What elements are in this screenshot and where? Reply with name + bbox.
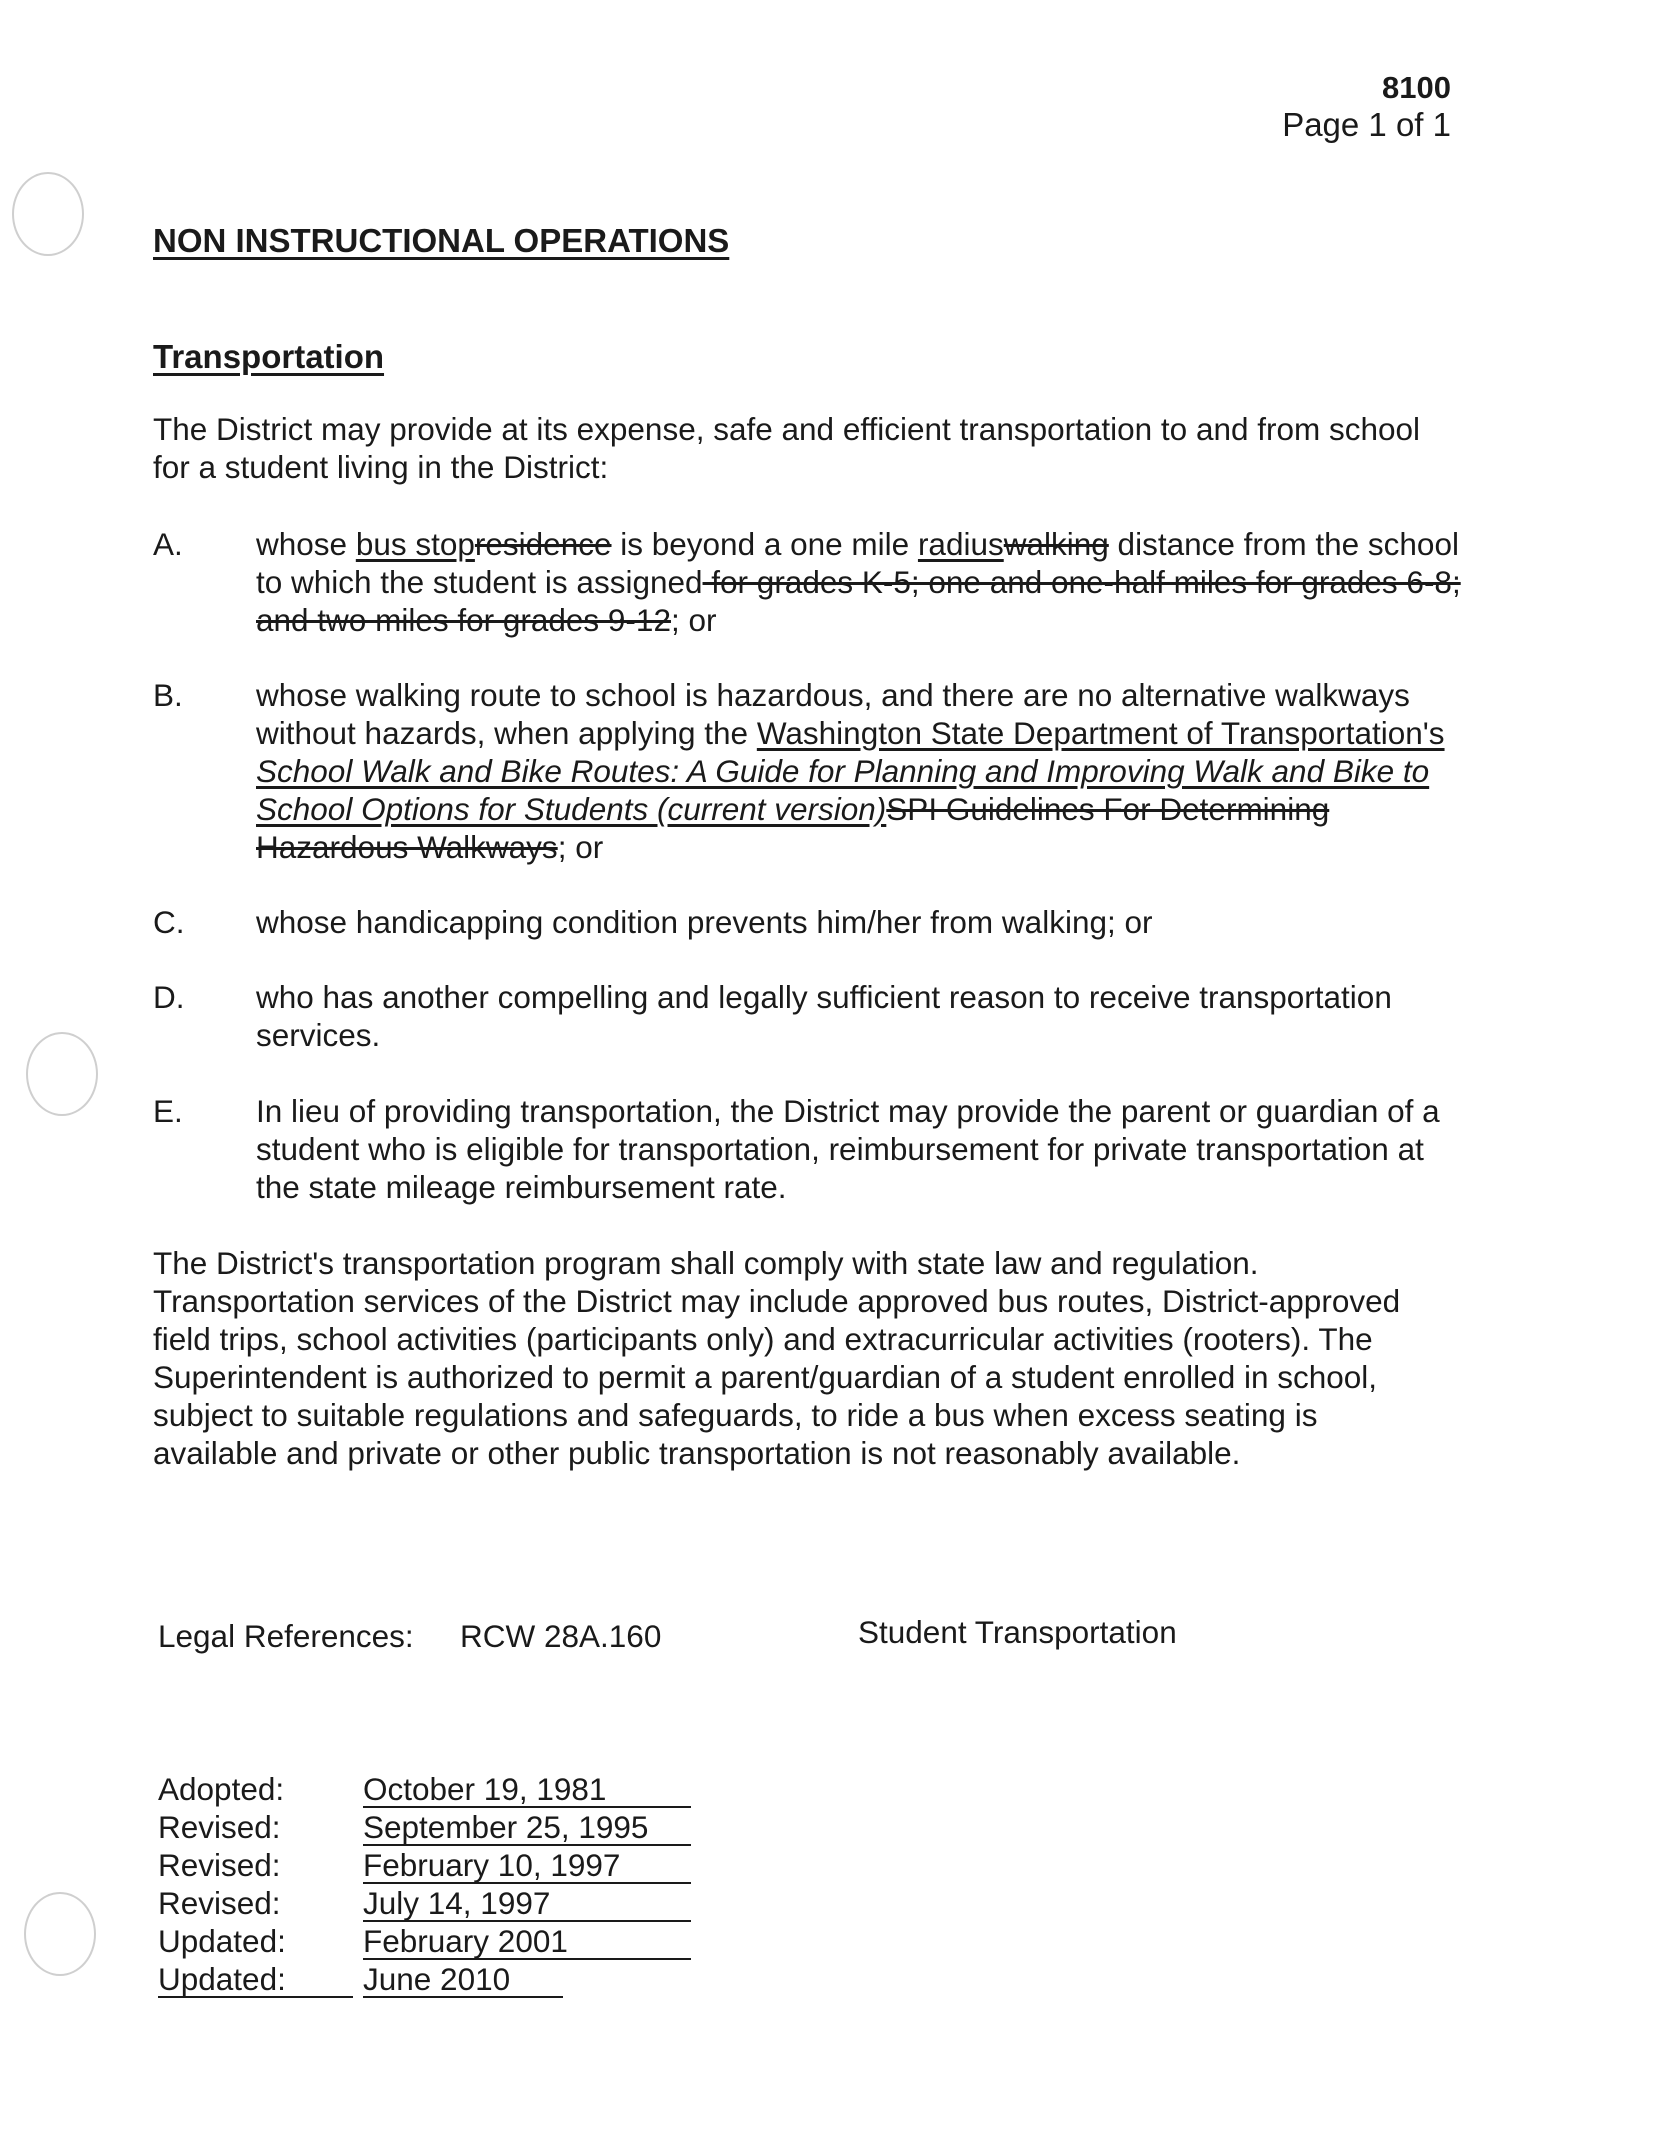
history-label: Revised: [158,1847,281,1883]
item-letter: D. [153,979,185,1015]
history-label: Updated: [158,1962,353,1998]
history-label: Adopted: [158,1771,285,1807]
history-date: September 25, 1995 [363,1810,691,1846]
item-text: whose walking route to school is hazardous, and there are no alternative walkways without hazards, when applying the [256,677,1410,751]
item-letter: A. [153,526,183,562]
item-text: who has another compelling and legally sufficient reason to receive transportation services. [256,979,1392,1053]
punch-hole [26,1032,98,1116]
list-item-b [153,676,1463,866]
subject-title: Transportation [153,338,385,375]
deleted-text: walking [1003,526,1109,562]
inserted-text: Washington State Department of Transportation's [756,715,1445,751]
item-text: whose handicapping condition prevents him/her from walking; or [256,904,1153,940]
legal-reference-title: Student Transportation [858,1614,1177,1650]
legal-references-label: Legal References: [158,1618,414,1654]
list-item-d [153,978,1463,1054]
list-item-a [153,525,1463,639]
inserted-italic-text: School Walk and Bike Routes: A Guide for Planning and Improving Walk and Bike to School Options for Students (current version) [256,753,1430,827]
item-body [256,525,1463,639]
inserted-text: radius [917,526,1004,562]
section-title: NON INSTRUCTIONAL OPERATIONS [153,222,730,259]
item-letter: B. [153,677,183,713]
adoption-history [158,1770,691,1998]
punch-hole [12,172,84,256]
history-date: June 2010 [363,1962,563,1998]
item-text: In lieu of providing transportation, the District may provide the parent or guardian of a student who is eligible for transportation, reimbursement for private transportation at the state mileage reimbursement rate. [256,1093,1440,1205]
legal-reference-rcw: RCW 28A.160 [460,1618,662,1654]
history-row [158,1770,691,1808]
history-row [158,1922,691,1960]
item-body [256,676,1463,866]
item-text: ; or [557,829,604,865]
history-date: July 14, 1997 [363,1886,691,1922]
intro-paragraph: The District may provide at its expense, safe and efficient transportation to and from school for a student living in the District: [153,411,1421,485]
history-row [158,1846,691,1884]
deleted-text: SPI Guidelines For Determining Hazardous Walkways [256,791,1330,865]
deleted-text: for grades K-5; one and one-half miles for grades 6-8; and two miles for grades 9-12 [256,564,1461,638]
history-row [158,1884,691,1922]
item-letter: E. [153,1093,183,1129]
history-label: Updated: [158,1923,286,1959]
history-label: Revised: [158,1885,281,1921]
punch-hole [24,1892,96,1976]
item-text: distance from the school to which the student is assigned [256,526,1459,600]
history-date: February 2001 [363,1924,691,1960]
deleted-text: residence [474,526,612,562]
page-indicator: Page 1 of 1 [1282,106,1451,143]
history-label: Revised: [158,1809,281,1845]
history-date: February 10, 1997 [363,1848,691,1884]
list-item-e [153,1092,1463,1206]
item-text: ; or [670,602,717,638]
item-text: whose [256,526,356,562]
inserted-text: bus stop [355,526,475,562]
item-text: is beyond a one mile [611,526,918,562]
history-row [158,1960,691,1998]
list-item-c [153,903,1463,941]
history-date: October 19, 1981 [363,1772,691,1808]
closing-paragraph: The District's transportation program shall comply with state law and regulation. Transportation services of the District may include approved bus routes, District-approved field trips, school activities (participants only) and extracurricular activities (rooters). The Superintendent is authorized to permit a parent/guardian of a student enrolled in school, subject to suitable regulations and safeguards, to ride a bus when excess seating is available and private or other public transportation is not reasonably available. [153,1245,1401,1471]
history-row [158,1808,691,1846]
item-letter: C. [153,904,185,940]
policy-number: 8100 [1382,70,1451,105]
